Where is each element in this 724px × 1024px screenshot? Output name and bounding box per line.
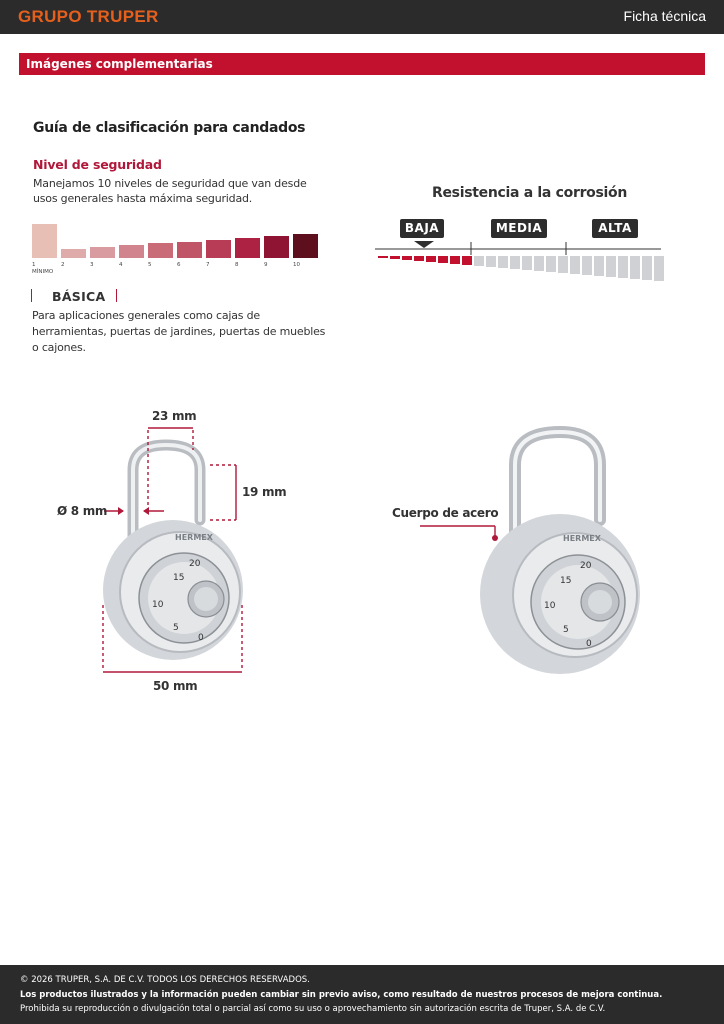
basic-label: BÁSICA — [52, 289, 106, 304]
security-level-bar — [148, 243, 173, 258]
dial-number: 0 — [198, 633, 204, 643]
scale-min-label: MÍNIMO — [32, 269, 54, 275]
security-level-number: 3 — [90, 262, 94, 268]
corrosion-bar — [438, 256, 448, 263]
basic-desc: Para aplicaciones generales como cajas de herramientas, puertas de jardines, puertas de muebles o cajones. — [32, 309, 326, 354]
corrosion-bar — [546, 256, 556, 272]
security-level-bar — [264, 236, 289, 258]
security-level-number: 6 — [177, 262, 181, 268]
security-level-number: 5 — [148, 262, 152, 268]
security-level-number: 1 — [32, 262, 36, 268]
footer-copyright: © 2026 TRUPER, S.A. DE C.V. TODOS LOS DERECHOS RESERVADOS. — [20, 975, 310, 985]
corrosion-bar — [582, 256, 592, 275]
corrosion-bar — [426, 256, 436, 262]
corrosion-bar — [390, 256, 400, 259]
corrosion-bar — [498, 256, 508, 268]
lock-material — [420, 410, 660, 690]
security-level-bar — [32, 224, 57, 258]
corrosion-bar — [474, 256, 484, 266]
corrosion-bar — [570, 256, 580, 274]
dial-number: 15 — [560, 576, 572, 586]
dial-number: 10 — [544, 601, 556, 611]
section-header — [19, 53, 705, 75]
corrosion-bar — [534, 256, 544, 271]
arrow-head — [143, 507, 149, 515]
selected-pointer — [414, 241, 434, 248]
lock-brand: HERMEX — [175, 533, 213, 542]
security-scale — [31, 222, 321, 272]
corrosion-level-low: BAJA — [400, 219, 444, 238]
corrosion-level-medium: MEDIA — [491, 219, 547, 238]
security-level-number: 9 — [264, 262, 268, 268]
dial-number: 5 — [563, 625, 569, 635]
corrosion-bar — [618, 256, 628, 278]
security-level-number: 2 — [61, 262, 65, 268]
dial-number: 20 — [189, 559, 201, 569]
dim-shackle-clearance: 19 mm — [242, 485, 287, 499]
dial-number: 20 — [580, 561, 592, 571]
leader-dot — [492, 535, 498, 541]
footer-prohibition: Prohibida su reproducción o divulgación total o parcial así como su uso o aprovechamiento sin autorización escrita de Truper, S.A. de C.V. — [20, 1004, 606, 1014]
corrosion-title: Resistencia a la corrosión — [432, 185, 628, 201]
security-level-title: Nivel de seguridad — [33, 157, 162, 172]
security-level-bar — [90, 247, 115, 258]
dial-number: 10 — [152, 600, 164, 610]
body-material-label: Cuerpo de acero — [392, 506, 499, 520]
corrosion-bar — [378, 256, 388, 258]
security-level-number: 7 — [206, 262, 210, 268]
corrosion-bar — [642, 256, 652, 280]
sheet-label: Ficha técnica — [623, 8, 706, 24]
lock-dimensioned — [40, 400, 280, 700]
corrosion-bar — [630, 256, 640, 279]
security-level-number: 4 — [119, 262, 123, 268]
corrosion-bar — [450, 256, 460, 264]
corrosion-bar — [510, 256, 520, 269]
security-level-number: 8 — [235, 262, 239, 268]
dial-number: 5 — [173, 623, 179, 633]
top-bar — [0, 0, 724, 34]
footer-notice: Los productos ilustrados y la información pueden cambiar sin previo aviso, como resultado de nuestros procesos de mejora continua. — [20, 990, 663, 1000]
lock-brand: HERMEX — [563, 534, 601, 543]
basic-tick-left — [31, 289, 32, 302]
corrosion-bar — [402, 256, 412, 260]
corrosion-bar — [462, 256, 472, 265]
security-level-bar — [235, 238, 260, 258]
corrosion-level-high: ALTA — [592, 219, 638, 238]
guide-title: Guía de clasificación para candados — [33, 120, 306, 136]
security-level-bar — [293, 234, 318, 258]
dim-shackle-diameter: Ø 8 mm — [57, 504, 108, 518]
brand-logo: GRUPO TRUPER — [18, 7, 159, 26]
corrosion-bar — [486, 256, 496, 267]
corrosion-bar — [594, 256, 604, 276]
section-title: Imágenes complementarias — [26, 57, 213, 71]
footer — [0, 965, 724, 1024]
dial-number: 15 — [173, 573, 185, 583]
corrosion-bar — [522, 256, 532, 270]
security-level-bar — [177, 242, 202, 259]
security-level-number: 10 — [293, 262, 300, 268]
security-level-bar — [61, 249, 86, 258]
security-level-desc: Manejamos 10 niveles de seguridad que van desde usos generales hasta máxima seguridad. — [33, 177, 307, 205]
corrosion-bars — [378, 256, 664, 281]
dim-body-width: 50 mm — [153, 679, 198, 693]
security-level-bar — [206, 240, 231, 258]
dial-number: 0 — [586, 639, 592, 649]
security-level-bar — [119, 245, 144, 258]
corrosion-scale — [370, 236, 670, 288]
arrow-head — [118, 507, 124, 515]
corrosion-bar — [414, 256, 424, 261]
corrosion-bar — [606, 256, 616, 277]
corrosion-bar — [654, 256, 664, 281]
dim-shackle-width: 23 mm — [152, 409, 197, 423]
basic-tick-right — [116, 289, 117, 302]
corrosion-bar — [558, 256, 568, 273]
